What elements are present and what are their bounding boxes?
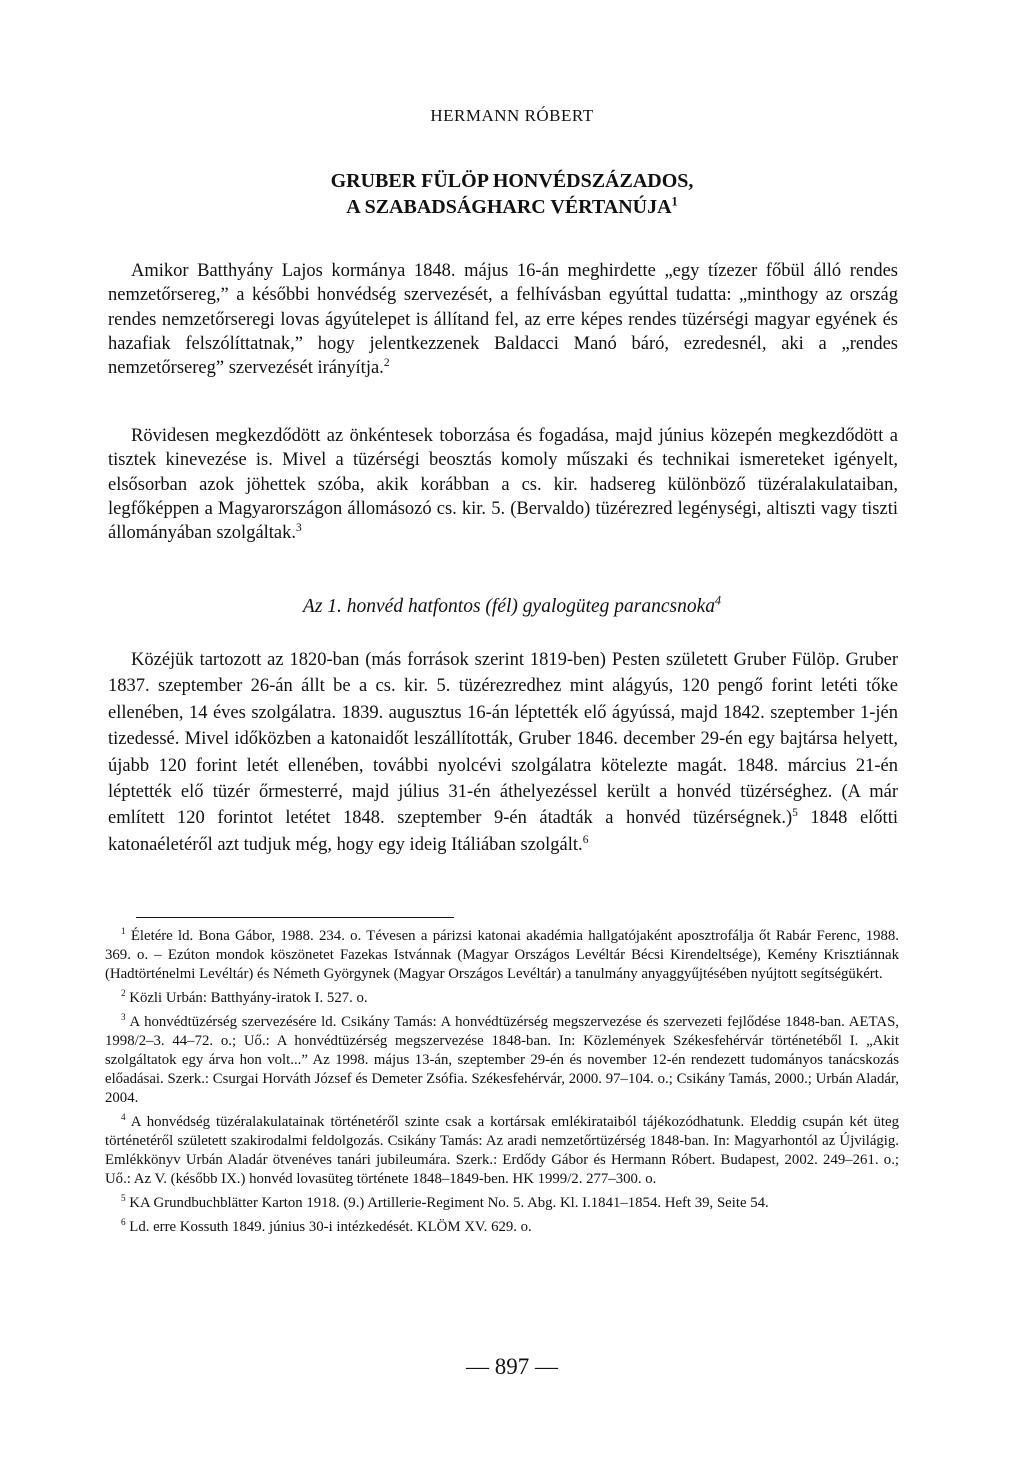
article-title <box>0 168 1024 220</box>
footnote-ref-2[interactable]: 2 <box>383 357 390 370</box>
section-heading-text: Az 1. honvéd hatfontos (fél) gyalogüteg parancsnoka <box>302 596 716 617</box>
footnote-ref-4[interactable]: 4 <box>715 593 722 608</box>
footnote-6 <box>105 1218 899 1237</box>
paragraph-2-text <box>108 424 898 545</box>
footnote-2 <box>105 989 899 1008</box>
footnote-ref-5[interactable]: 5 <box>792 807 798 820</box>
paragraph-1-content: Amikor Batthyány Lajos kormánya 1848. május 16-án meghirdette „egy tízezer főbül álló rendes nemzetőrsereg,” a későbbi honvédség szervezését, a felhívásban egyúttal tudatta: „minthogy az ország rendes nemzetőrseregi lovas ágyútelepet is állítand fel, az erre képes rendes tüzérségi magyar egyének és hazafiak felszólíttatnak,” hogy jelentkezzenek Baldacci Manó báró, ezredesnél, aki a „rendes nemzetőrsereg” szervezését irányítja. <box>108 261 898 379</box>
footnote-number: 5 <box>121 1193 126 1204</box>
paragraph-3-content-b: 1848 előtti katonaéletéről azt tudjuk még, hogy egy ideig Itáliában szolgált. <box>108 808 898 855</box>
footnote-1 <box>105 927 899 984</box>
footnote-5 <box>105 1194 899 1213</box>
title-line-1: GRUBER FÜLÖP HONVÉDSZÁZADOS, <box>330 170 694 192</box>
title-line-2-text: A SZABADSÁGHARC VÉRTANÚJA <box>346 196 672 218</box>
paragraph-1-text <box>108 259 898 380</box>
footnote-number: 3 <box>121 1012 126 1023</box>
paragraph-2-content: Rövidesen megkezdődött az önkéntesek toborzása és fogadása, majd június közepén megkezdődött a tisztek kinevezése is. Mivel a tüzérségi beosztás komoly műszaki és technikai ismereteket igényelt, elsősorban azok jöhettek szóba, akik korábban a cs. kir. hadsereg különböző tüzéralakulataiban, legfőképpen a Magyarországon állomásozó cs. kir. 5. (Bervaldo) tüzérezred legénységi, altiszti vagy tiszti állományában szolgáltak. <box>108 426 898 544</box>
footnote-number: 2 <box>121 988 126 999</box>
footnote-ref-6[interactable]: 6 <box>582 833 589 846</box>
footnote-text: A honvédség tüzéralakulatainak történetéről szinte csak a kortársak emlékirataiból tájékozódhatunk. Eleddig csupán két üteg történetéről született szakirodalmi feldolgozás. Csikány Tamás: Az aradi nemzetőrtüzérség 1848-ban. In: Magyarhontól az Újvilágig. Emlékkönyv Urbán Aladár ötvenéves tanári jubileumára. Szerk.: Erdődy Gábor és Hermann Róbert. Budapest, 2002. 249–261. o.; Uő.: Az V. (később IX.) honvéd lovasüteg története 1848–1849-ben. HK 1999/2. 277–300. o. <box>105 1114 899 1187</box>
footnote-3 <box>105 1013 899 1108</box>
footnote-text: A honvédtüzérség szervezésére ld. Csikány Tamás: A honvédtüzérség megszervezése és szervezeti fejlődése 1848-ban. AETAS, 1998/2–3. 44–72. o.; Uő.: A honvédtüzérség megszervezése 1848-ban. In: Közlemények Székesfehérvár történetéből I. „Akit szolgáltatok egy árva hon volt...” Az 1998. május 13-án, szeptember 29-én és november 12-én rendezett tudományos tanácskozás előadásai. Szerk.: Csurgai Horváth József és Demeter Zsófia. Székesfehérvár, 2000. 97–104. o.; Csikány Tamás, 2000.; Urbán Aladár, 2004. <box>105 1014 899 1106</box>
section-heading <box>0 593 1024 618</box>
author-name: HERMANN RÓBERT <box>430 106 594 125</box>
paragraph-3-text <box>108 647 898 858</box>
footnote-text: Életére ld. Bona Gábor, 1988. 234. o. Tévesen a párizsi katonai akadémia hallgatójaként aposztrofálja őt Rabár Ferenc, 1988. 369. o. – Ezúton mondok köszönetet Fazekas Istvánnak (Magyar Országos Levéltár Bécsi Kirendeltsége), Kemény Krisztiánnak (Hadtörténelmi Levéltár) és Németh Györgynek (Magyar Országos Levéltár) a tanulmány anyaggyűjtésében nyújtott segítségükért. <box>105 928 899 982</box>
title-line-2 <box>0 194 1024 220</box>
paragraph-3-content-a: Közéjük tartozott az 1820-ban (más források szerint 1819-ben) Pesten született Gruber Fülöp. Gruber 1837. szeptember 26-án állt be a cs. kir. 5. tüzérezredhez mint alágyús, 120 pengő forint letéti tőke ellenében, 14 éves szolgálatra. 1839. augusztus 16-án léptették elő ágyússá, majd 1842. szeptember 1-jén tizedessé. Mivel időközben a katonaidőt leszállították, Gruber 1846. december 29-én egy bajtársa helyett, újabb 120 forint letét ellenében, további nyolcévi szolgálatra kötelezte magát. 1848. március 21-én léptették elő tüzér őrmesterré, majd július 31-én áthelyezéssel került a honvéd tüzérséghez. (A már említett 120 forintot letétet 1848. szeptember 9-én átadták a honvéd tüzérségnek.) <box>108 650 898 829</box>
footnote-divider <box>136 917 454 918</box>
footnote-ref-3[interactable]: 3 <box>296 522 302 535</box>
paragraph-1 <box>108 259 898 384</box>
footnotes <box>105 927 899 1242</box>
footnote-text: KA Grundbuchblätter Karton 1918. (9.) Artillerie-Regiment No. 5. Abg. Kl. I.1841–1854. Heft 39, Seite 54. <box>125 1195 769 1211</box>
footnote-text: Ld. erre Kossuth 1849. június 30-i intézkedését. KLÖM XV. 629. o. <box>125 1219 532 1235</box>
paragraph-3 <box>108 647 898 862</box>
footnote-number: 6 <box>121 1217 126 1228</box>
page-number: — 897 — <box>466 1354 558 1379</box>
footnote-4 <box>105 1113 899 1189</box>
footnote-number: 4 <box>121 1112 126 1123</box>
paragraph-2 <box>108 424 898 549</box>
footnote-number: 1 <box>121 926 126 937</box>
title-footnote-ref[interactable]: 1 <box>671 194 678 209</box>
footnote-text: Közli Urbán: Batthyány-iratok I. 527. o. <box>125 990 368 1006</box>
